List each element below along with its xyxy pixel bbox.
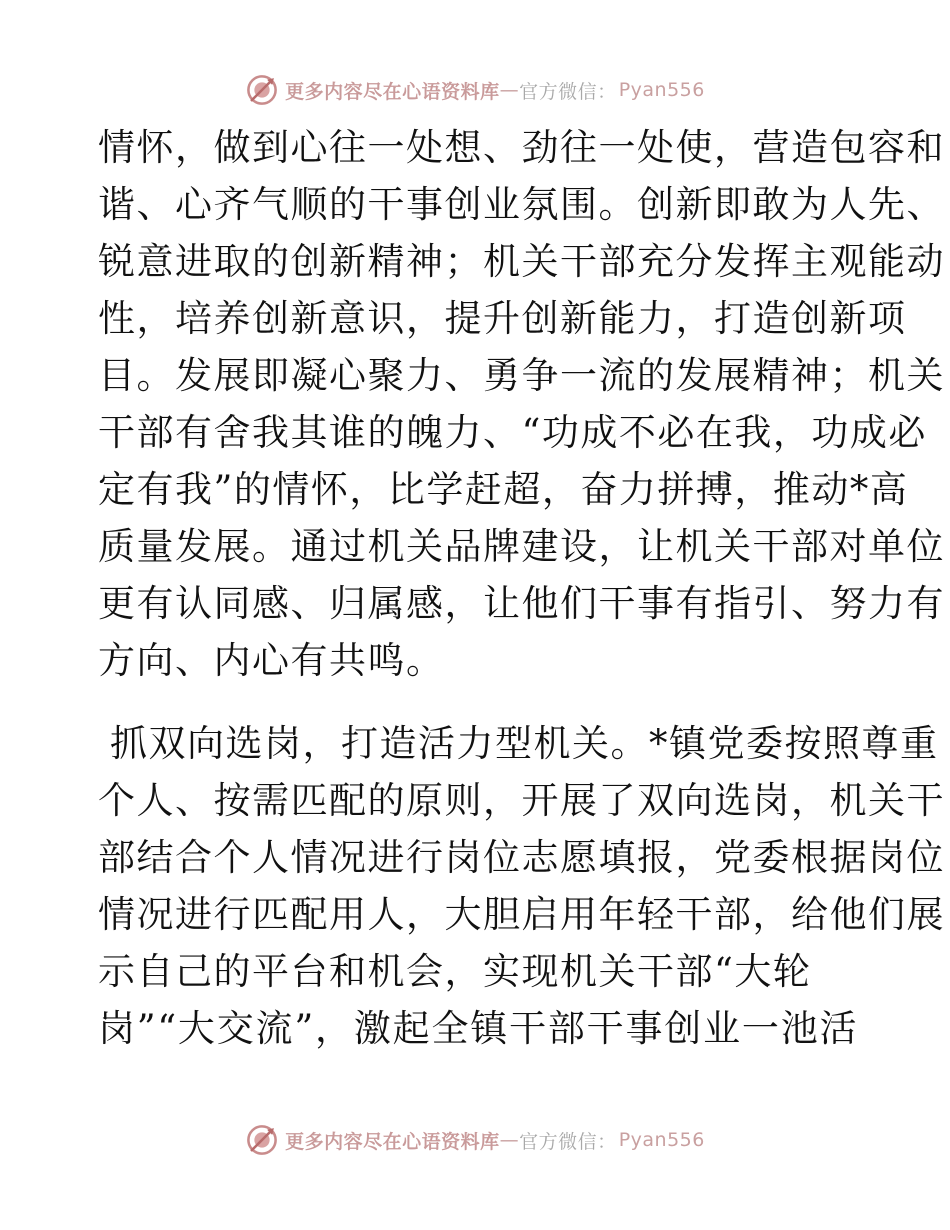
text-line: 岗”“大交流”，激起全镇干部干事创业一池活: [98, 1007, 858, 1050]
text-line: 谐、心齐气顺的干事创业氛围。创新即敢为人先、: [98, 183, 945, 226]
text-line: 性，培养创新意识，提升创新能力，打造创新项: [98, 297, 907, 340]
text-line: 更有认同感、归属感，让他们干事有指引、努力有: [98, 582, 945, 625]
text-line: 情况进行匹配用人，大胆启用年轻干部，给他们展: [98, 893, 945, 936]
text-line: 部结合个人情况进行岗位志愿填报，党委根据岗位: [98, 836, 945, 879]
logo-icon: [245, 1123, 279, 1157]
text-line: 方向、内心有共鸣。: [98, 639, 445, 682]
text-line: 抓双向选岗，打造活力型机关。*镇党委按照尊重: [110, 722, 939, 765]
watermark-id: Pyan556: [618, 1129, 705, 1151]
text-line: 定有我”的情怀，比学赶超，奋力拼搏，推动*高: [98, 468, 909, 511]
watermark-site: 更多内容尽在心语资料库: [285, 80, 500, 103]
watermark-footer: [0, 1120, 950, 1160]
text-line: 锐意进取的创新精神；机关干部充分发挥主观能动: [98, 240, 945, 283]
text-line: 个人、按需匹配的原则，开展了双向选岗，机关干: [98, 779, 945, 822]
logo-icon: [245, 73, 279, 107]
text-line: 质量发展。通过机关品牌建设，让机关干部对单位: [98, 525, 945, 568]
watermark-site: 更多内容尽在心语资料库: [285, 1130, 500, 1153]
watermark-id: Pyan556: [618, 79, 705, 101]
watermark-separator: —: [499, 1129, 520, 1151]
watermark-header: [0, 70, 950, 110]
text-line: 情怀，做到心往一处想、劲往一处使，营造包容和: [98, 126, 945, 169]
text-line: 干部有舍我其谁的魄力、“功成不必在我，功成必: [98, 411, 927, 454]
text-line: 目。发展即凝心聚力、勇争一流的发展精神；机关: [98, 354, 945, 397]
watermark-separator: —: [499, 79, 520, 101]
text-line: 示自己的平台和机会，实现机关干部“大轮: [98, 950, 812, 993]
watermark-label: 官方微信：: [519, 1130, 617, 1153]
watermark-label: 官方微信：: [519, 80, 617, 103]
